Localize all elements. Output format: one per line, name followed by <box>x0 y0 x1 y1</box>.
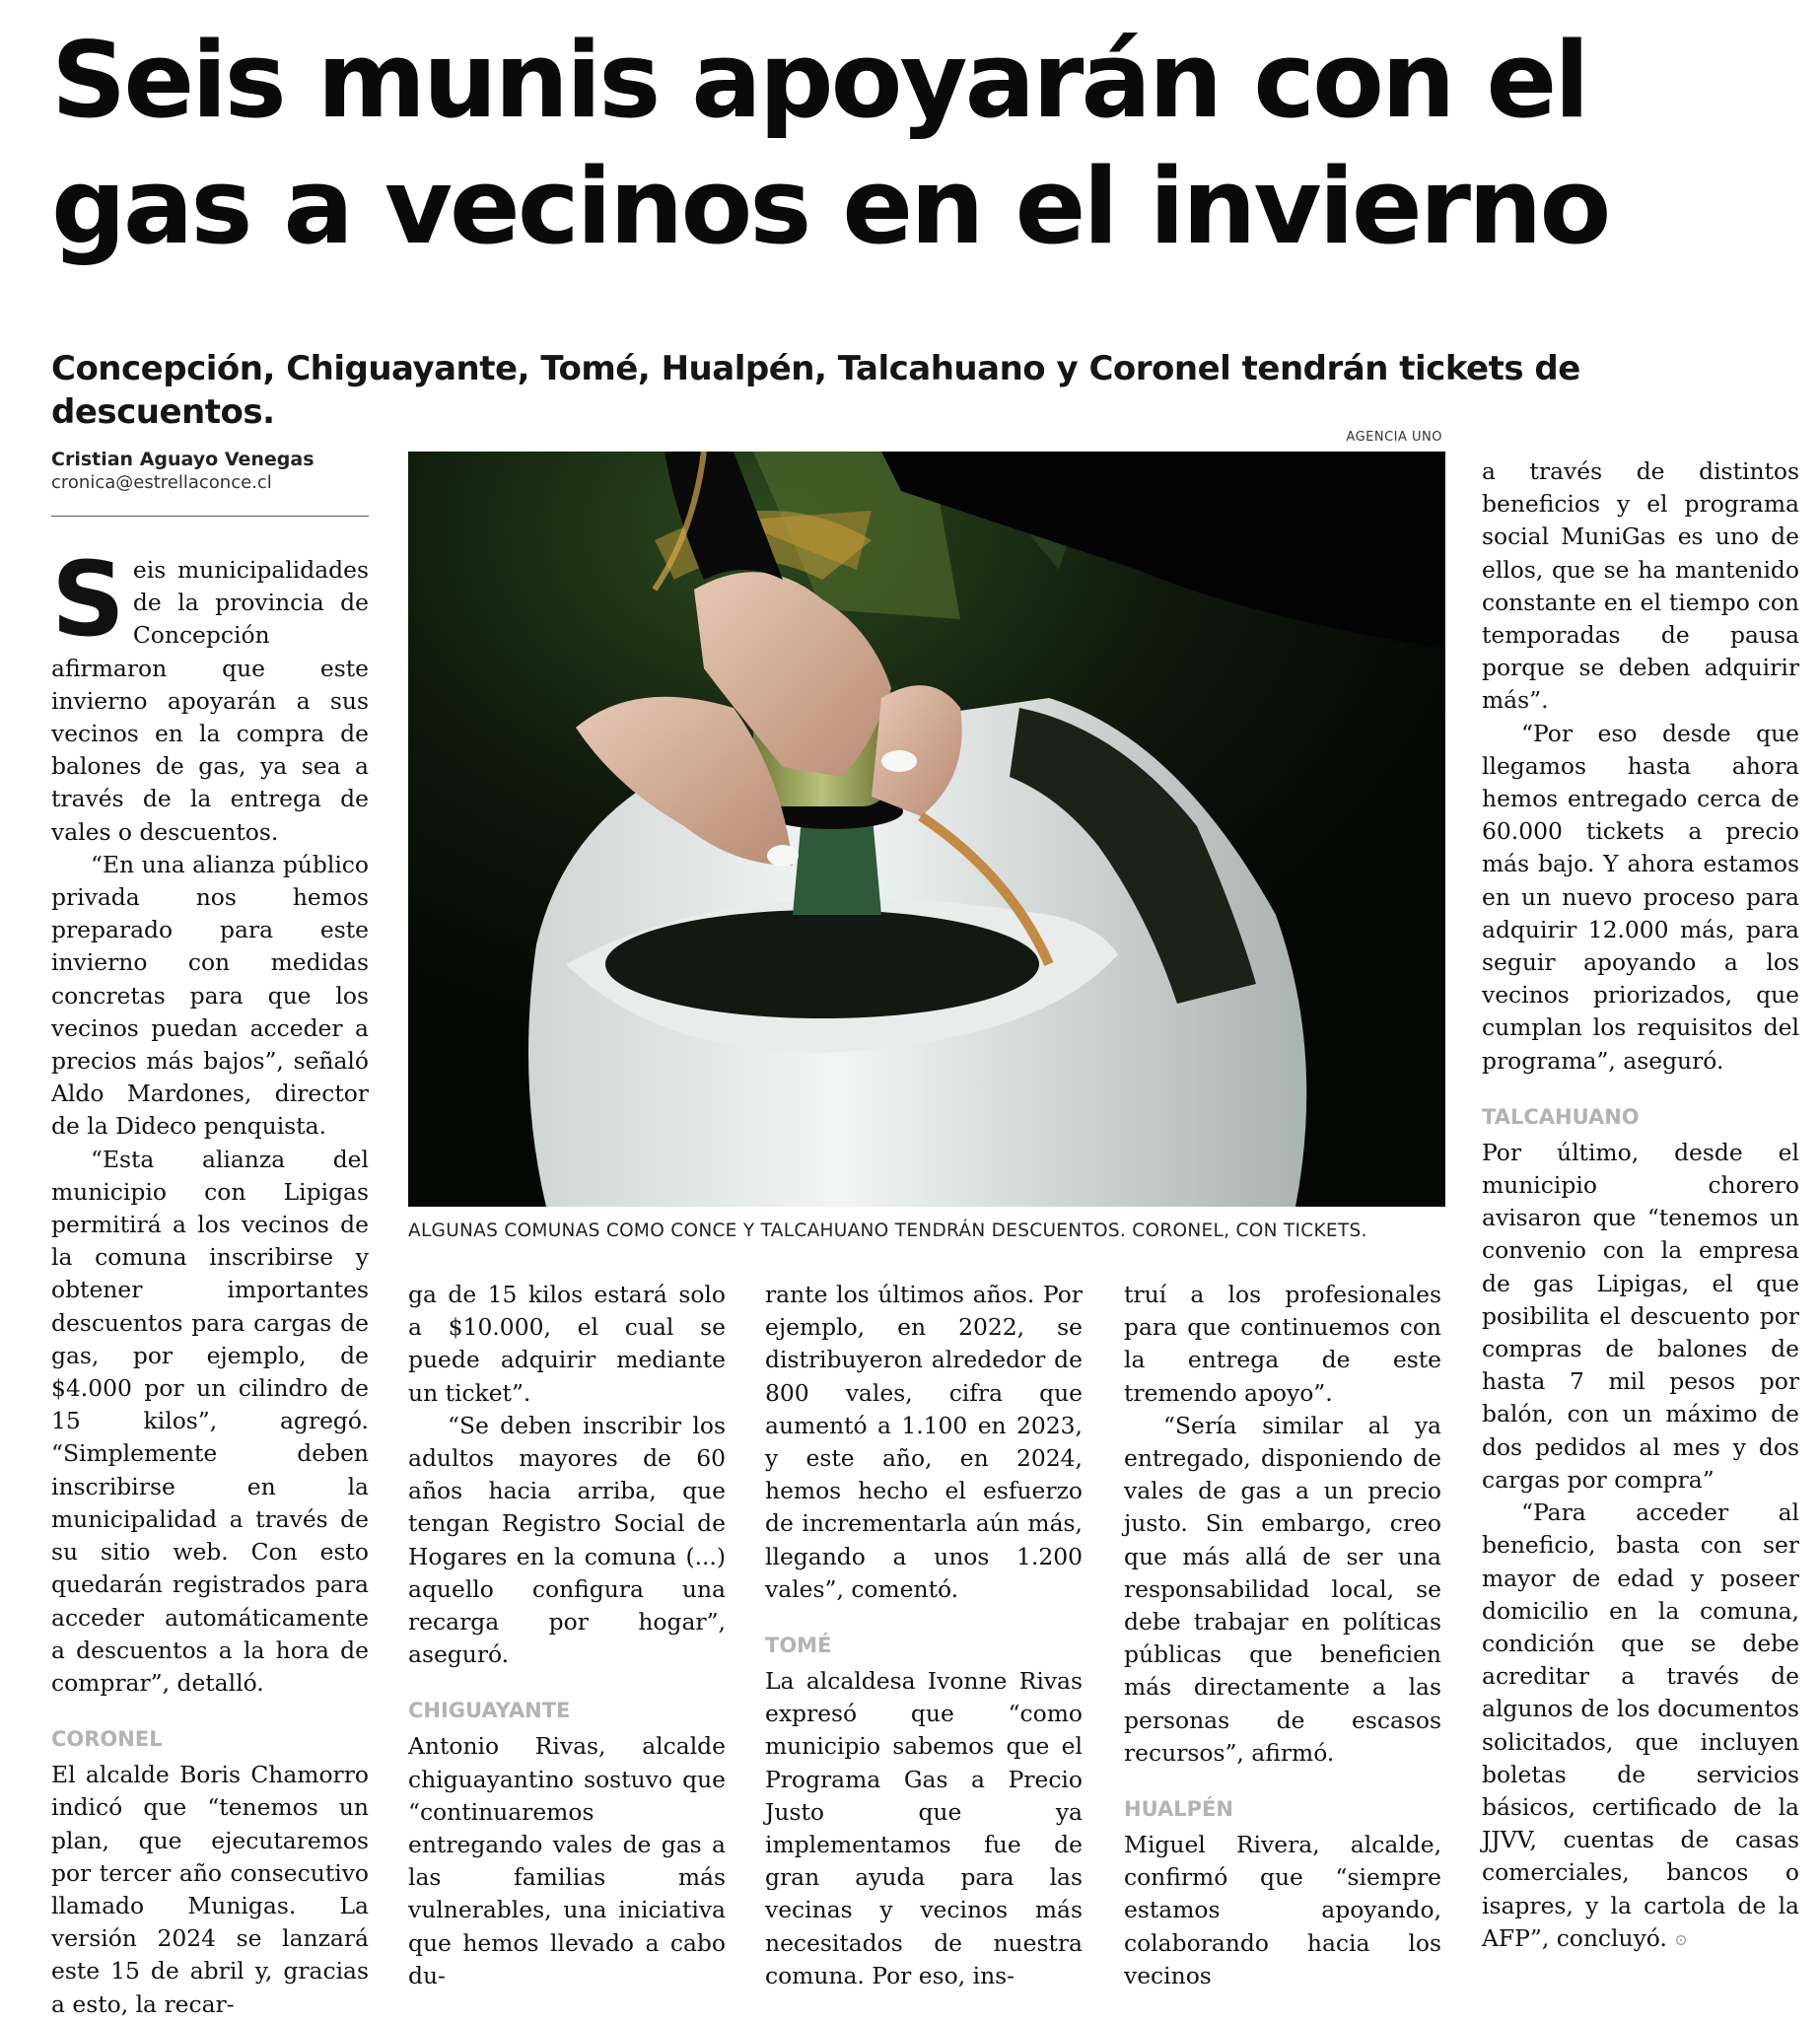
paragraph: La alcaldesa Ivonne Rivas expresó que “como municipio sabemos que el Programa Gas a Precio Justo que ya implementamos fue de gran ayuda para las vecinas y vecinos más necesitados de nuestra comuna. Por eso, ins- <box>765 1667 1083 1989</box>
paragraph: ga de 15 kilos estará solo a $10.000, el cual se puede adquirir mediante un ticket”. <box>408 1281 726 1407</box>
paragraph: Por último, desde el municipio chorero avisaron que “tenemos un convenio con la empresa de gas Lipigas, el que posibilita el descuento por compras de balones de hasta 7 mil pesos por balón, con un máximo de dos pedidos al mes y dos cargas por compra” <box>1482 1138 1799 1494</box>
paragraph: “En una alianza público privada nos hemos preparado para este invierno con medidas concretas para que los vecinos puedan acceder a precios más bajos”, señaló Aldo Mardones, director de la Dideco penquista. <box>51 850 369 1141</box>
article-column-4 <box>1124 1279 1441 1992</box>
gas-cylinder-photo <box>408 452 1445 1207</box>
paragraph: rante los últimos años. Por ejemplo, en 2022, se distribuyeron alrededor de 800 vales, cifra que aumentó a 1.100 en 2023, y este año, en 2024, hemos hecho el esfuerzo de incrementarla aún más, llegando a unos 1.200 vales”, comentó. <box>765 1281 1083 1603</box>
subheadline: Concepción, Chiguayante, Tomé, Hualpén, Talcahuano y Coronel tendrán tickets de descuentos. <box>51 349 1580 432</box>
paragraph: Miguel Rivera, alcalde, confirmó que “siempre estamos apoyando, colaborando hacia los vecinos <box>1124 1831 1441 1989</box>
paragraph: eis municipalidades de la provincia de Concepción afirmaron que este invierno apoyarán a sus vecinos en la compra de balones de gas, ya sea a través de la entrega de vales o descuentos. <box>51 556 369 846</box>
article-column-1 <box>51 539 369 2021</box>
headline: Seis munis apoyarán con el gas a vecinos en el invierno <box>51 20 1609 267</box>
end-of-article-icon: ⊙ <box>1674 1929 1688 1949</box>
article-column-3 <box>765 1279 1083 1992</box>
paragraph: “Sería similar al ya entregado, disponiendo de vales de gas a un precio justo. Sin embargo, creo que más allá de ser una responsabilidad local, se debe trabajar en políticas públicas que beneficien más directamente a las personas de escasos recursos”, afirmó. <box>1124 1411 1441 1767</box>
paragraph: a través de distintos beneficios y el programa social MuniGas es uno de ellos, que se ha mantenido constante en el tiempo con temporadas de pausa porque se deben adquirir más”. <box>1482 457 1799 715</box>
section-heading-talcahuano: TALCAHUANO <box>1482 1104 1640 1129</box>
article-photo <box>408 452 1445 1207</box>
byline-author: Cristian Aguayo Venegas <box>51 449 315 470</box>
photo-caption: ALGUNAS COMUNAS COMO CONCE Y TALCAHUANO TENDRÁN DESCUENTOS. CORONEL, CON TICKETS. <box>408 1220 1367 1241</box>
section-heading-tome: TOMÉ <box>765 1634 832 1658</box>
paragraph: truí a los profesionales para que continuemos con la entrega de este tremendo apoyo”. <box>1124 1281 1441 1407</box>
section-heading-hualpen: HUALPÉN <box>1124 1797 1233 1822</box>
byline <box>51 448 369 495</box>
drop-cap: S <box>51 539 125 660</box>
paragraph: “Se deben inscribir los adultos mayores de 60 años hacia arriba, que tengan Registro Social de Hogares en la comuna (...) aquello configura una recarga por hogar”, aseguró. <box>408 1411 726 1669</box>
paragraph: Antonio Rivas, alcalde chiguayantino sostuvo que “continuaremos entregando vales de gas a las familias más vulnerables, una iniciativa que hemos llevado a cabo du- <box>408 1732 726 1989</box>
byline-email[interactable]: cronica@estrellaconce.cl <box>51 472 272 493</box>
photo-credit: AGENCIA UNO <box>1346 430 1442 445</box>
section-heading-chiguayante: CHIGUAYANTE <box>408 1699 571 1723</box>
byline-divider <box>51 516 369 517</box>
paragraph: “Por eso desde que llegamos hasta ahora hemos entregado cerca de 60.000 tickets a precio más bajo. Y ahora estamos en un nuevo proceso para adquirir 12.000 más, para seguir apoyando a los vecinos priorizados, que cumplan los requisitos del programa”, aseguró. <box>1482 719 1799 1075</box>
paragraph: “Para acceder al beneficio, basta con ser mayor de edad y poseer domicilio en la comuna, condición que se debe acreditar a través de algunos de los documentos solicitados, que incluyen boletas de servicios básicos, certificado de la JJVV, cuentas de casas comerciales, bancos o isapres, y la cartola de la AFP”, concluyó. <box>1482 1498 1799 1952</box>
paragraph: “Esta alianza del municipio con Lipigas permitirá a los vecinos de la comuna inscribirse y obtener importantes descuentos para cargas de gas, por ejemplo, de $4.000 por un cilindro de 15 kilos”, agregó. “Simplemente deben inscribirse en la municipalidad a través de su sitio web. Con esto quedarán registrados para acceder automáticamente a descuentos a la hora de comprar”, detalló. <box>51 1145 369 1697</box>
section-heading-coronel: CORONEL <box>51 1727 163 1752</box>
article-column-2 <box>408 1279 726 1992</box>
paragraph: El alcalde Boris Chamorro indicó que “tenemos un plan, que ejecutaremos por tercer año consecutivo llamado Munigas. La versión 2024 se lanzará este 15 de abril y, gracias a esto, la recar- <box>51 1761 369 2018</box>
article-column-5 <box>1482 455 1799 1956</box>
